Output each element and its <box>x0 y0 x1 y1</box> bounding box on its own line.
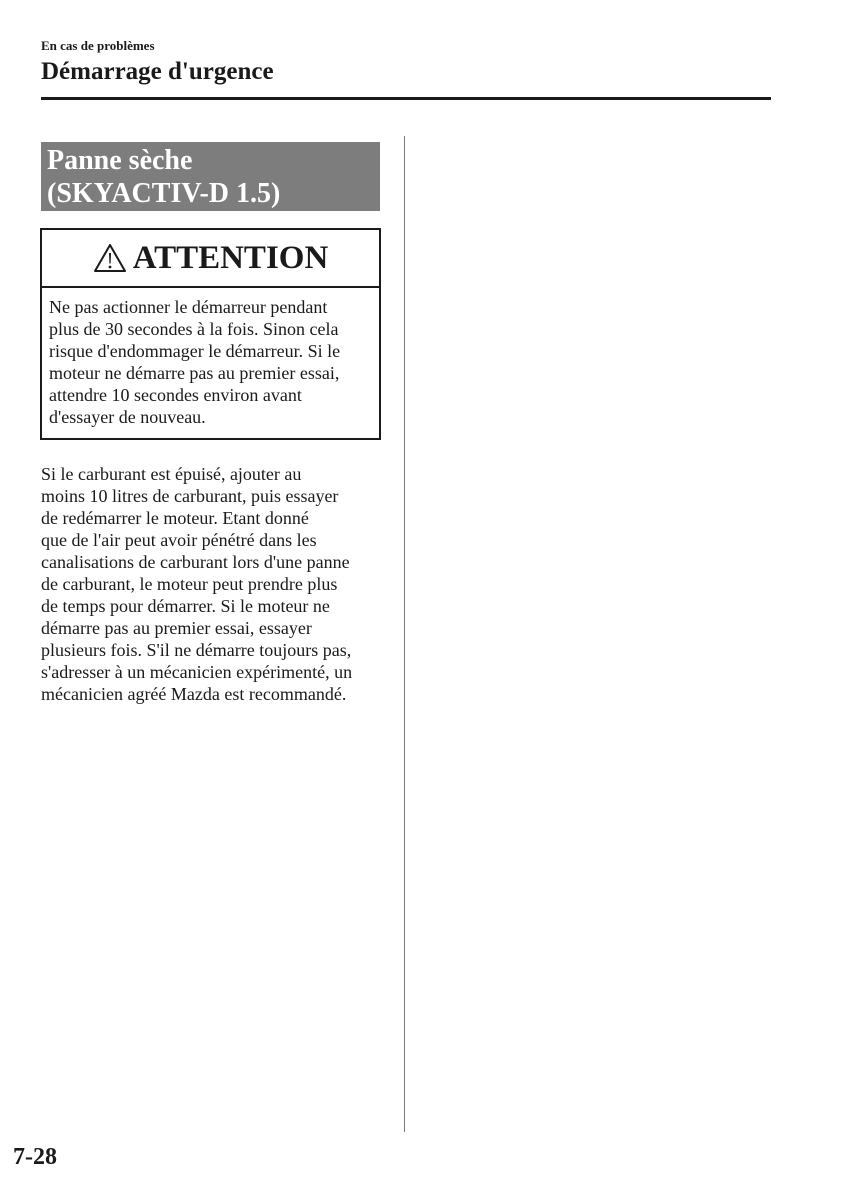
page-number: 7-28 <box>13 1144 57 1170</box>
header-rule <box>41 97 771 100</box>
body-line: plusieurs fois. S'il ne démarre toujours pas, <box>41 640 352 660</box>
body-line: que de l'air peut avoir pénétré dans les <box>41 530 317 550</box>
body-line: de redémarrer le moteur. Etant donné <box>41 508 309 528</box>
caution-header <box>42 230 379 288</box>
body-line: mécanicien agréé Mazda est recommandé. <box>41 684 347 704</box>
caution-line: moteur ne démarre pas au premier essai, <box>49 363 340 383</box>
body-line: de temps pour démarrer. Si le moteur ne <box>41 596 330 616</box>
chapter-title: Démarrage d'urgence <box>41 58 274 85</box>
warning-triangle-icon <box>93 243 127 273</box>
body-line: moins 10 litres de carburant, puis essayer <box>41 486 339 506</box>
section-heading <box>41 142 380 211</box>
caution-line: Ne pas actionner le démarreur pendant <box>49 297 328 317</box>
section-heading-line: (SKYACTIV-D 1.5) <box>47 178 281 209</box>
caution-line: attendre 10 secondes environ avant <box>49 385 302 405</box>
column-divider <box>404 136 405 1132</box>
body-line: canalisations de carburant lors d'une panne <box>41 552 350 572</box>
body-line: s'adresser à un mécanicien expérimenté, un <box>41 662 353 682</box>
body-line: de carburant, le moteur peut prendre plus <box>41 574 338 594</box>
section-heading-line: Panne sèche <box>47 145 193 176</box>
caution-line: plus de 30 secondes à la fois. Sinon cela <box>49 319 339 339</box>
running-head: En cas de problèmes <box>41 38 155 53</box>
caution-label: ATTENTION <box>132 240 329 276</box>
body-line: Si le carburant est épuisé, ajouter au <box>41 464 302 484</box>
caution-text <box>42 288 379 428</box>
caution-line: d'essayer de nouveau. <box>49 407 206 427</box>
caution-line: risque d'endommager le démarreur. Si le <box>49 341 341 361</box>
body-line: démarre pas au premier essai, essayer <box>41 618 312 638</box>
body-paragraph <box>41 463 352 705</box>
caution-box <box>40 228 381 440</box>
